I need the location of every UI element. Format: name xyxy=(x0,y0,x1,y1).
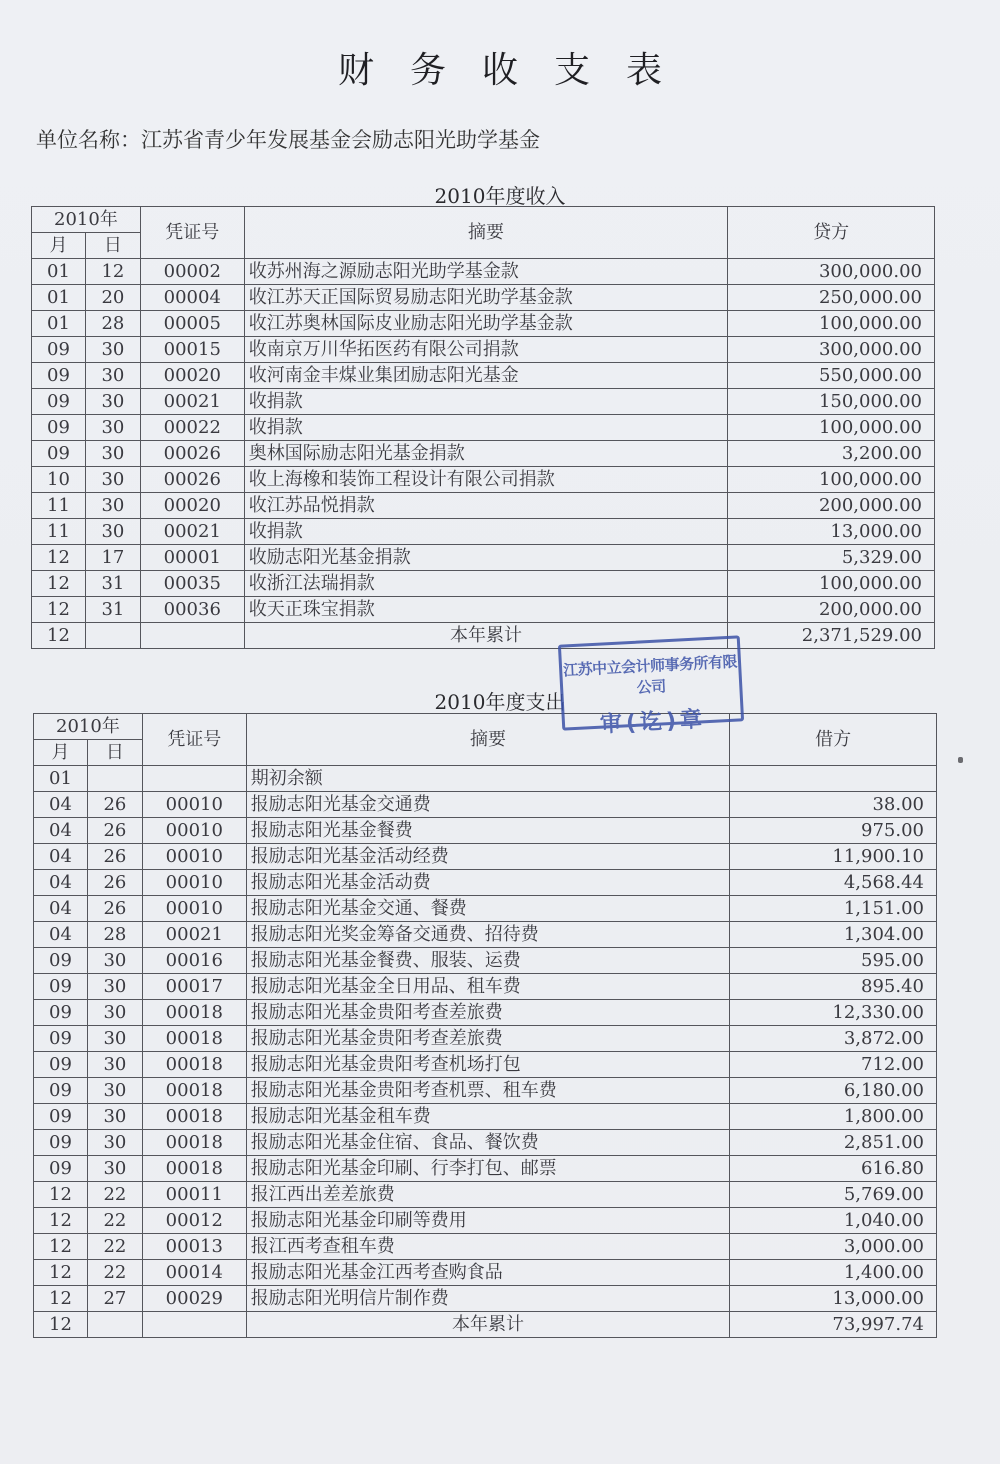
expense-header-amount: 借方 xyxy=(730,714,937,766)
expense-cell-day: 28 xyxy=(87,922,142,948)
expense-cell-month: 09 xyxy=(34,1104,88,1130)
expense-table xyxy=(33,713,937,1338)
expense-cell-day: 26 xyxy=(87,844,142,870)
expense-cell-amount: 1,800.00 xyxy=(730,1104,937,1130)
expense-cell-day: 30 xyxy=(87,948,142,974)
expense-cell-voucher: 00018 xyxy=(142,1078,246,1104)
income-total-month: 12 xyxy=(32,623,86,649)
income-cell-voucher: 00021 xyxy=(140,389,244,415)
expense-cell-day: 22 xyxy=(87,1234,142,1260)
income-table-row xyxy=(32,285,935,311)
expense-cell-amount: 1,151.00 xyxy=(730,896,937,922)
expense-total-row xyxy=(34,1312,937,1338)
expense-cell-summary: 报江西考查租车费 xyxy=(246,1234,730,1260)
expense-cell-month: 09 xyxy=(34,1078,88,1104)
income-cell-amount: 300,000.00 xyxy=(728,337,935,363)
expense-cell-month: 04 xyxy=(34,870,88,896)
expense-cell-summary: 报励志阳光基金贵阳考查机票、租车费 xyxy=(246,1078,730,1104)
expense-table-row xyxy=(34,1104,937,1130)
expense-cell-day: 22 xyxy=(87,1208,142,1234)
income-header-day: 日 xyxy=(85,233,140,259)
expense-cell-voucher: 00029 xyxy=(142,1286,246,1312)
income-cell-voucher: 00026 xyxy=(140,467,244,493)
expense-table-row xyxy=(34,818,937,844)
income-cell-voucher: 00015 xyxy=(140,337,244,363)
page-title: 财务收支表 xyxy=(337,50,698,91)
expense-cell-voucher: 00010 xyxy=(142,818,246,844)
income-table-row xyxy=(32,545,935,571)
expense-cell-month: 04 xyxy=(34,818,88,844)
expense-table-row xyxy=(34,922,937,948)
income-cell-day: 30 xyxy=(85,441,140,467)
income-cell-month: 01 xyxy=(32,311,86,337)
expense-total-month: 12 xyxy=(34,1312,88,1338)
expense-cell-day: 26 xyxy=(87,896,142,922)
income-cell-voucher: 00036 xyxy=(140,597,244,623)
expense-cell-amount: 1,400.00 xyxy=(730,1260,937,1286)
income-cell-summary: 收上海橡和装饰工程设计有限公司捐款 xyxy=(244,467,727,493)
income-cell-voucher: 00021 xyxy=(140,519,244,545)
expense-cell-day: 30 xyxy=(87,1130,142,1156)
expense-cell-day: 27 xyxy=(87,1286,142,1312)
expense-cell-voucher: 00010 xyxy=(142,792,246,818)
income-cell-amount: 5,329.00 xyxy=(728,545,935,571)
income-table-row xyxy=(32,311,935,337)
expense-cell-summary: 报励志阳光基金贵阳考查差旅费 xyxy=(246,1026,730,1052)
income-cell-day: 30 xyxy=(85,493,140,519)
expense-cell-day: 30 xyxy=(87,1026,142,1052)
income-table-row xyxy=(32,493,935,519)
income-cell-amount: 300,000.00 xyxy=(728,259,935,285)
income-cell-summary: 收河南金丰煤业集团励志阳光基金 xyxy=(244,363,727,389)
expense-table-row xyxy=(34,1208,937,1234)
stamp-line2: 审(讫)章 xyxy=(599,707,707,738)
expense-cell-summary: 报励志阳光基金餐费、服装、运费 xyxy=(246,948,730,974)
income-cell-month: 09 xyxy=(32,363,86,389)
expense-cell-day: 22 xyxy=(87,1182,142,1208)
income-cell-day: 31 xyxy=(85,571,140,597)
expense-cell-amount: 1,304.00 xyxy=(730,922,937,948)
income-cell-summary: 收天正珠宝捐款 xyxy=(244,597,727,623)
income-cell-amount: 250,000.00 xyxy=(728,285,935,311)
expense-cell-amount: 2,851.00 xyxy=(730,1130,937,1156)
income-cell-amount: 150,000.00 xyxy=(728,389,935,415)
expense-cell-amount: 12,330.00 xyxy=(730,1000,937,1026)
expense-cell-summary: 报励志阳光明信片制作费 xyxy=(246,1286,730,1312)
expense-cell-summary: 报江西出差差旅费 xyxy=(246,1182,730,1208)
income-cell-amount: 3,200.00 xyxy=(728,441,935,467)
income-cell-summary: 收江苏天正国际贸易励志阳光助学基金款 xyxy=(244,285,727,311)
income-table-row xyxy=(32,337,935,363)
expense-section-title: 2010年度支出 xyxy=(434,690,566,714)
income-cell-day: 30 xyxy=(85,467,140,493)
income-cell-voucher: 00035 xyxy=(140,571,244,597)
expense-cell-month: 04 xyxy=(34,896,88,922)
expense-cell-voucher: 00018 xyxy=(142,1130,246,1156)
income-cell-month: 12 xyxy=(32,571,86,597)
income-cell-amount: 100,000.00 xyxy=(728,311,935,337)
expense-cell-voucher: 00011 xyxy=(142,1182,246,1208)
income-table-row xyxy=(32,519,935,545)
expense-cell-month: 04 xyxy=(34,844,88,870)
expense-cell-voucher: 00012 xyxy=(142,1208,246,1234)
income-cell-day: 31 xyxy=(85,597,140,623)
income-cell-day: 28 xyxy=(85,311,140,337)
expense-cell-month: 09 xyxy=(34,1000,88,1026)
income-table-row xyxy=(32,363,935,389)
expense-header-month: 月 xyxy=(34,740,88,766)
expense-cell-summary: 报励志阳光基金餐费 xyxy=(246,818,730,844)
expense-cell-summary: 报励志阳光基金印刷等费用 xyxy=(246,1208,730,1234)
expense-header-day: 日 xyxy=(87,740,142,766)
income-cell-day: 17 xyxy=(85,545,140,571)
expense-cell-day: 26 xyxy=(87,818,142,844)
expense-table-row xyxy=(34,1234,937,1260)
expense-cell-summary: 报励志阳光基金印刷、行李打包、邮票 xyxy=(246,1156,730,1182)
income-cell-amount: 550,000.00 xyxy=(728,363,935,389)
expense-table-row xyxy=(34,844,937,870)
expense-cell-day: 30 xyxy=(87,1052,142,1078)
income-header-summary: 摘要 xyxy=(244,207,727,259)
expense-table-row xyxy=(34,792,937,818)
expense-cell-summary: 报励志阳光基金贵阳考查机场打包 xyxy=(246,1052,730,1078)
expense-cell-amount: 975.00 xyxy=(730,818,937,844)
income-cell-voucher: 00002 xyxy=(140,259,244,285)
expense-cell-voucher: 00021 xyxy=(142,922,246,948)
expense-cell-voucher: 00010 xyxy=(142,870,246,896)
income-cell-summary: 收捐款 xyxy=(244,519,727,545)
income-cell-amount: 100,000.00 xyxy=(728,467,935,493)
expense-table-row xyxy=(34,1182,937,1208)
expense-total-amount: 73,997.74 xyxy=(730,1312,937,1338)
income-total-row xyxy=(32,623,935,649)
expense-cell-amount: 3,872.00 xyxy=(730,1026,937,1052)
income-cell-summary: 收南京万川华拓医药有限公司捐款 xyxy=(244,337,727,363)
expense-rows xyxy=(34,766,937,1312)
expense-cell-amount: 1,040.00 xyxy=(730,1208,937,1234)
expense-cell-voucher: 00014 xyxy=(142,1260,246,1286)
unit-name: 单位名称：江苏省青少年发展基金会励志阳光助学基金 xyxy=(36,128,540,152)
expense-table-row xyxy=(34,1130,937,1156)
income-table-row xyxy=(32,571,935,597)
income-cell-amount: 100,000.00 xyxy=(728,571,935,597)
income-cell-month: 10 xyxy=(32,467,86,493)
expense-table-row xyxy=(34,1000,937,1026)
expense-cell-month: 04 xyxy=(34,792,88,818)
expense-cell-voucher: 00018 xyxy=(142,1026,246,1052)
income-table-row xyxy=(32,467,935,493)
expense-cell-summary: 报励志阳光基金交通、餐费 xyxy=(246,896,730,922)
expense-cell-amount: 5,769.00 xyxy=(730,1182,937,1208)
expense-cell-day: 30 xyxy=(87,974,142,1000)
income-cell-summary: 收苏州海之源励志阳光助学基金款 xyxy=(244,259,727,285)
stamp-line1: 江苏中立会计师事务所有限公司 xyxy=(562,652,738,697)
income-cell-voucher: 00004 xyxy=(140,285,244,311)
expense-table-row xyxy=(34,766,937,792)
expense-table-row xyxy=(34,896,937,922)
expense-cell-summary: 报励志阳光基金活动经费 xyxy=(246,844,730,870)
expense-cell-voucher: 00013 xyxy=(142,1234,246,1260)
income-cell-amount: 200,000.00 xyxy=(728,597,935,623)
expense-cell-day: 26 xyxy=(87,792,142,818)
expense-cell-month: 09 xyxy=(34,1156,88,1182)
expense-cell-summary: 报励志阳光基金住宿、食品、餐饮费 xyxy=(246,1130,730,1156)
expense-table-row xyxy=(34,1156,937,1182)
expense-header-voucher: 凭证号 xyxy=(142,714,246,766)
expense-cell-amount: 895.40 xyxy=(730,974,937,1000)
income-cell-voucher: 00020 xyxy=(140,493,244,519)
expense-cell-summary: 报励志阳光基金贵阳考查差旅费 xyxy=(246,1000,730,1026)
expense-table-row xyxy=(34,974,937,1000)
expense-cell-month: 09 xyxy=(34,1052,88,1078)
expense-cell-day: 30 xyxy=(87,1078,142,1104)
expense-cell-amount xyxy=(730,766,937,792)
expense-cell-month: 12 xyxy=(34,1260,88,1286)
expense-cell-month: 12 xyxy=(34,1234,88,1260)
income-cell-summary: 收江苏品悦捐款 xyxy=(244,493,727,519)
income-cell-summary: 收捐款 xyxy=(244,415,727,441)
income-cell-month: 01 xyxy=(32,285,86,311)
income-table-row xyxy=(32,597,935,623)
income-cell-day: 30 xyxy=(85,519,140,545)
expense-table-row xyxy=(34,1260,937,1286)
income-table-row xyxy=(32,389,935,415)
expense-cell-month: 04 xyxy=(34,922,88,948)
expense-cell-voucher: 00018 xyxy=(142,1000,246,1026)
expense-cell-amount: 6,180.00 xyxy=(730,1078,937,1104)
expense-cell-amount: 712.00 xyxy=(730,1052,937,1078)
expense-cell-amount: 4,568.44 xyxy=(730,870,937,896)
income-cell-voucher: 00001 xyxy=(140,545,244,571)
income-cell-day: 30 xyxy=(85,415,140,441)
expense-table-row xyxy=(34,1052,937,1078)
expense-cell-summary: 报励志阳光基金交通费 xyxy=(246,792,730,818)
income-cell-amount: 100,000.00 xyxy=(728,415,935,441)
income-cell-month: 11 xyxy=(32,493,86,519)
paper-speck xyxy=(958,757,963,763)
expense-cell-day: 30 xyxy=(87,1156,142,1182)
income-cell-month: 09 xyxy=(32,441,86,467)
expense-cell-day xyxy=(87,766,142,792)
income-cell-amount: 200,000.00 xyxy=(728,493,935,519)
income-cell-day: 30 xyxy=(85,389,140,415)
expense-cell-voucher: 00017 xyxy=(142,974,246,1000)
expense-table-row xyxy=(34,1026,937,1052)
income-cell-month: 09 xyxy=(32,389,86,415)
income-header-year: 2010年 xyxy=(32,207,141,233)
expense-header-summary: 摘要 xyxy=(246,714,730,766)
expense-cell-month: 09 xyxy=(34,1130,88,1156)
expense-cell-month: 09 xyxy=(34,1026,88,1052)
expense-cell-voucher: 00010 xyxy=(142,896,246,922)
income-cell-summary: 收江苏奥林国际皮业励志阳光助学基金款 xyxy=(244,311,727,337)
income-cell-month: 11 xyxy=(32,519,86,545)
income-cell-month: 01 xyxy=(32,259,86,285)
expense-cell-day: 30 xyxy=(87,1104,142,1130)
expense-cell-amount: 595.00 xyxy=(730,948,937,974)
income-cell-month: 09 xyxy=(32,337,86,363)
expense-cell-voucher xyxy=(142,766,246,792)
expense-cell-summary: 报励志阳光基金江西考查购食品 xyxy=(246,1260,730,1286)
income-cell-day: 12 xyxy=(85,259,140,285)
income-section-title: 2010年度收入 xyxy=(434,184,566,208)
expense-cell-voucher: 00018 xyxy=(142,1052,246,1078)
income-cell-summary: 奥林国际励志阳光基金捐款 xyxy=(244,441,727,467)
expense-cell-day: 22 xyxy=(87,1260,142,1286)
expense-cell-voucher: 00016 xyxy=(142,948,246,974)
income-cell-month: 12 xyxy=(32,597,86,623)
income-table xyxy=(31,206,935,649)
income-header-voucher: 凭证号 xyxy=(140,207,244,259)
income-rows xyxy=(32,259,935,623)
expense-cell-summary: 报励志阳光基金活动费 xyxy=(246,870,730,896)
expense-cell-summary: 报励志阳光基金租车费 xyxy=(246,1104,730,1130)
income-cell-day: 30 xyxy=(85,363,140,389)
expense-cell-month: 09 xyxy=(34,974,88,1000)
expense-table-row xyxy=(34,1286,937,1312)
expense-cell-amount: 38.00 xyxy=(730,792,937,818)
expense-cell-amount: 13,000.00 xyxy=(730,1286,937,1312)
income-cell-day: 20 xyxy=(85,285,140,311)
expense-cell-amount: 11,900.10 xyxy=(730,844,937,870)
expense-table-row xyxy=(34,1078,937,1104)
expense-cell-month: 01 xyxy=(34,766,88,792)
income-total-amount: 2,371,529.00 xyxy=(728,623,935,649)
income-table-row xyxy=(32,415,935,441)
income-cell-month: 09 xyxy=(32,415,86,441)
income-cell-voucher: 00026 xyxy=(140,441,244,467)
income-cell-summary: 收浙江法瑞捐款 xyxy=(244,571,727,597)
expense-cell-day: 30 xyxy=(87,1000,142,1026)
expense-cell-month: 09 xyxy=(34,948,88,974)
income-header-amount: 贷方 xyxy=(728,207,935,259)
income-cell-voucher: 00005 xyxy=(140,311,244,337)
income-cell-voucher: 00022 xyxy=(140,415,244,441)
income-table-row xyxy=(32,441,935,467)
expense-cell-month: 12 xyxy=(34,1286,88,1312)
expense-table-row xyxy=(34,870,937,896)
expense-cell-month: 12 xyxy=(34,1208,88,1234)
expense-cell-voucher: 00010 xyxy=(142,844,246,870)
expense-cell-summary: 报励志阳光奖金筹备交通费、招待费 xyxy=(246,922,730,948)
expense-cell-voucher: 00018 xyxy=(142,1104,246,1130)
expense-cell-amount: 616.80 xyxy=(730,1156,937,1182)
audit-stamp xyxy=(558,635,744,738)
income-header-month: 月 xyxy=(32,233,86,259)
expense-cell-amount: 3,000.00 xyxy=(730,1234,937,1260)
expense-cell-month: 12 xyxy=(34,1182,88,1208)
income-cell-summary: 收励志阳光基金捐款 xyxy=(244,545,727,571)
income-total-label: 本年累计 xyxy=(244,623,727,649)
expense-table-row xyxy=(34,948,937,974)
expense-cell-day: 26 xyxy=(87,870,142,896)
expense-total-label: 本年累计 xyxy=(246,1312,730,1338)
income-cell-voucher: 00020 xyxy=(140,363,244,389)
income-cell-summary: 收捐款 xyxy=(244,389,727,415)
income-table-row xyxy=(32,259,935,285)
income-cell-amount: 13,000.00 xyxy=(728,519,935,545)
income-cell-day: 30 xyxy=(85,337,140,363)
expense-cell-summary: 期初余额 xyxy=(246,766,730,792)
income-cell-month: 12 xyxy=(32,545,86,571)
expense-header-year: 2010年 xyxy=(34,714,143,740)
expense-cell-voucher: 00018 xyxy=(142,1156,246,1182)
expense-cell-summary: 报励志阳光基金全日用品、租车费 xyxy=(246,974,730,1000)
